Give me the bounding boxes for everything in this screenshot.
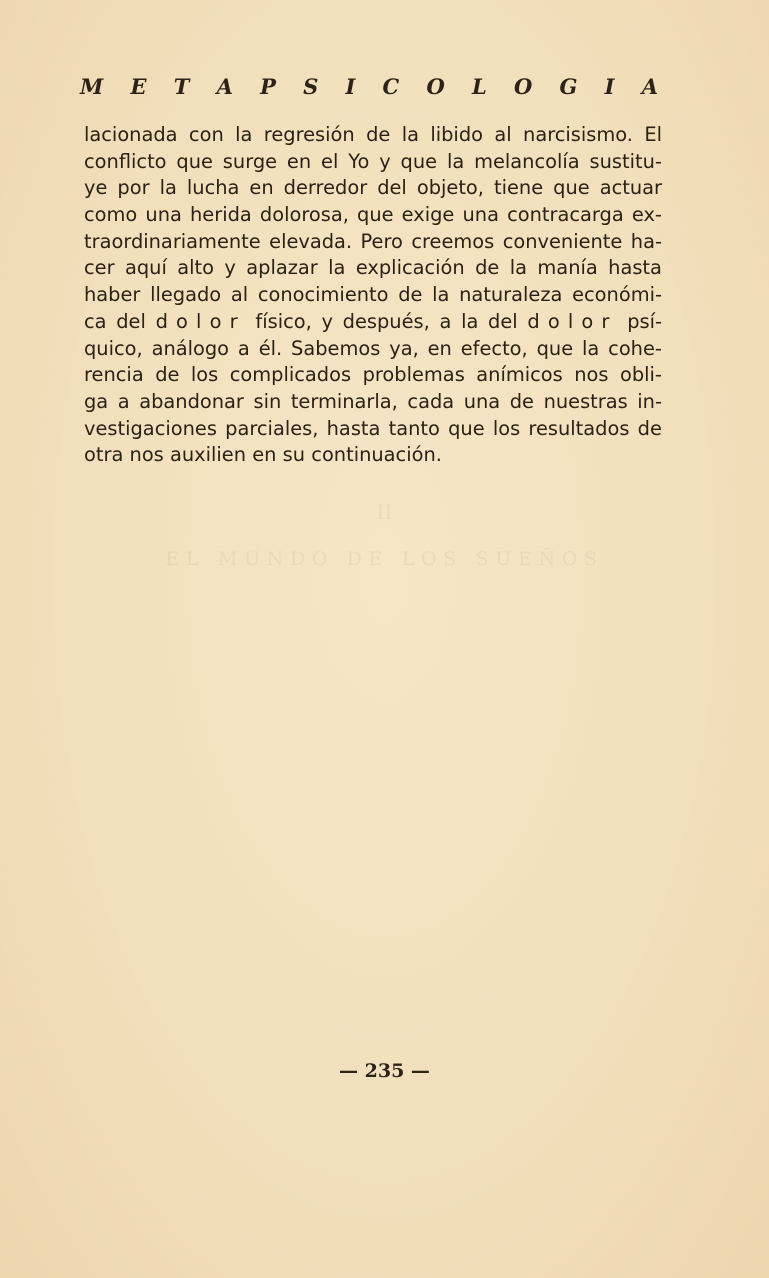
word: contracarga bbox=[507, 203, 624, 227]
word: alto bbox=[177, 256, 214, 280]
word: lucha bbox=[186, 176, 240, 200]
word: manía bbox=[537, 256, 598, 280]
running-head-letter: M bbox=[80, 74, 104, 99]
word: ya, bbox=[389, 336, 419, 360]
word: que bbox=[176, 149, 213, 173]
word: dolor bbox=[155, 309, 246, 333]
word: cer bbox=[84, 256, 115, 280]
word: elevada. bbox=[269, 229, 353, 253]
word: la bbox=[582, 336, 600, 360]
word: in- bbox=[637, 389, 662, 413]
word: ca bbox=[84, 309, 107, 333]
word: cada bbox=[407, 389, 455, 413]
word: objeto, bbox=[416, 176, 484, 200]
word: exige bbox=[401, 203, 455, 227]
word: la bbox=[432, 283, 450, 307]
word: actuar bbox=[599, 176, 662, 200]
word: parciales, bbox=[225, 416, 319, 440]
word: quico, bbox=[84, 336, 143, 360]
word: Sabemos bbox=[291, 336, 381, 360]
word: traordinariamente bbox=[84, 229, 261, 253]
text-line bbox=[84, 442, 662, 469]
word: del bbox=[377, 176, 407, 200]
word: en bbox=[252, 443, 277, 467]
word: que bbox=[553, 176, 590, 200]
word: y bbox=[224, 256, 236, 280]
running-head-letter: I bbox=[604, 74, 615, 99]
word: a bbox=[117, 389, 130, 413]
word: conveniente bbox=[502, 229, 623, 253]
word: ha- bbox=[630, 229, 662, 253]
word: creemos bbox=[411, 229, 495, 253]
word: su bbox=[282, 443, 306, 467]
text-line bbox=[84, 416, 662, 443]
word: tiene bbox=[493, 176, 544, 200]
word: El bbox=[644, 123, 662, 146]
word: de bbox=[398, 283, 423, 307]
word: que bbox=[536, 336, 574, 360]
word: otra bbox=[84, 443, 124, 467]
text-line bbox=[84, 389, 662, 416]
word: con bbox=[188, 123, 224, 146]
word: al bbox=[230, 283, 249, 307]
word: surge bbox=[222, 149, 278, 173]
text-line bbox=[84, 336, 662, 363]
word: a bbox=[237, 336, 250, 360]
word: lacionada bbox=[84, 123, 178, 146]
word: al bbox=[494, 123, 512, 146]
word: libido bbox=[430, 123, 483, 146]
word: después, bbox=[342, 309, 430, 333]
word: dolor bbox=[527, 309, 618, 333]
word: Pero bbox=[360, 229, 403, 253]
word: del bbox=[116, 309, 146, 333]
word: en bbox=[286, 149, 312, 173]
word: complicados bbox=[229, 363, 352, 387]
word: efecto, bbox=[460, 336, 528, 360]
word: tanto bbox=[388, 416, 440, 440]
text-line bbox=[84, 202, 662, 229]
word: y bbox=[321, 309, 333, 333]
text-line bbox=[84, 175, 662, 202]
word: los bbox=[492, 416, 521, 440]
show-through-heading-title: EL MUNDO DE LOS SUEÑOS bbox=[165, 548, 604, 570]
page-number: — 235 — bbox=[339, 1060, 430, 1082]
word: una bbox=[463, 389, 501, 413]
word: el bbox=[321, 149, 339, 173]
text-line bbox=[84, 255, 662, 282]
running-head-letter: E bbox=[130, 74, 147, 99]
word: psí- bbox=[627, 309, 662, 333]
word: llegado bbox=[150, 283, 222, 307]
word: de bbox=[637, 416, 662, 440]
word: la bbox=[509, 256, 528, 280]
text-line bbox=[84, 362, 662, 389]
text-line bbox=[84, 229, 662, 256]
running-head-letter: L bbox=[471, 74, 487, 99]
word: naturaleza bbox=[459, 283, 563, 307]
word: continuación. bbox=[311, 443, 442, 467]
word: aplazar bbox=[246, 256, 318, 280]
word: derredor bbox=[283, 176, 368, 200]
word: y bbox=[379, 149, 391, 173]
word: obli- bbox=[619, 363, 662, 387]
word: nuestras bbox=[543, 389, 628, 413]
running-head-letter: T bbox=[173, 74, 190, 99]
word: él. bbox=[258, 336, 283, 360]
word: resultados bbox=[528, 416, 630, 440]
word: que bbox=[448, 416, 485, 440]
running-head-letter: G bbox=[559, 74, 578, 99]
word: la bbox=[235, 123, 253, 146]
word: a bbox=[439, 309, 452, 333]
word: en bbox=[249, 176, 274, 200]
word: que bbox=[400, 149, 438, 173]
running-head-letter: O bbox=[426, 74, 445, 99]
word: del bbox=[488, 309, 518, 333]
word: ga bbox=[84, 389, 109, 413]
word: anímicos bbox=[476, 363, 563, 387]
word: cohe- bbox=[608, 336, 662, 360]
word: regresión bbox=[263, 123, 355, 146]
text-line bbox=[84, 309, 662, 336]
running-head-letter: O bbox=[513, 74, 533, 99]
word: dolorosa, bbox=[259, 203, 349, 227]
word: por bbox=[117, 176, 150, 200]
word: una bbox=[145, 203, 182, 227]
word: aquí bbox=[124, 256, 167, 280]
word: sustitu- bbox=[589, 149, 662, 173]
word: que bbox=[357, 203, 394, 227]
word: haber bbox=[84, 283, 141, 307]
running-head-letter: C bbox=[382, 74, 400, 99]
word: sin bbox=[253, 389, 282, 413]
word: económi- bbox=[572, 283, 662, 307]
word: nos bbox=[129, 443, 164, 467]
running-head bbox=[80, 74, 658, 99]
word: vestigaciones bbox=[84, 416, 217, 440]
word: auxilien bbox=[170, 443, 247, 467]
word: hasta bbox=[326, 416, 381, 440]
word: conocimiento bbox=[257, 283, 389, 307]
word: abandonar bbox=[139, 389, 244, 413]
word: ye bbox=[84, 176, 108, 200]
running-head-letter: P bbox=[260, 74, 276, 99]
word: nos bbox=[574, 363, 609, 387]
word: la bbox=[328, 256, 346, 280]
word: melancolía bbox=[474, 149, 580, 173]
word: los bbox=[190, 363, 219, 387]
word: rencia bbox=[84, 363, 144, 387]
word: en bbox=[427, 336, 452, 360]
show-through-heading-number: II bbox=[376, 500, 393, 524]
word: físico, bbox=[255, 309, 312, 333]
word: la bbox=[461, 309, 479, 333]
word: como bbox=[84, 203, 138, 227]
running-head-letter: A bbox=[216, 74, 233, 99]
word: la bbox=[159, 176, 177, 200]
word: de bbox=[155, 363, 180, 387]
running-head-letter: A bbox=[641, 74, 658, 99]
word: de bbox=[366, 123, 391, 146]
running-head-letter: I bbox=[345, 74, 356, 99]
word: la bbox=[446, 149, 465, 173]
word: una bbox=[462, 203, 499, 227]
word: la bbox=[401, 123, 419, 146]
word: de bbox=[475, 256, 500, 280]
word: herida bbox=[190, 203, 252, 227]
body-text bbox=[84, 122, 662, 469]
text-line bbox=[84, 149, 662, 176]
word: análogo bbox=[151, 336, 230, 360]
word: terminarla, bbox=[290, 389, 398, 413]
word: explicación bbox=[355, 256, 465, 280]
word: Yo bbox=[348, 149, 370, 173]
word: problemas bbox=[362, 363, 465, 387]
word: hasta bbox=[608, 256, 662, 280]
word: de bbox=[509, 389, 534, 413]
text-line bbox=[84, 282, 662, 309]
word: narcisismo. bbox=[523, 123, 633, 146]
word: ex- bbox=[631, 203, 662, 227]
running-head-letter: S bbox=[303, 74, 319, 99]
word: conflicto bbox=[84, 149, 167, 173]
text-line bbox=[84, 122, 662, 149]
